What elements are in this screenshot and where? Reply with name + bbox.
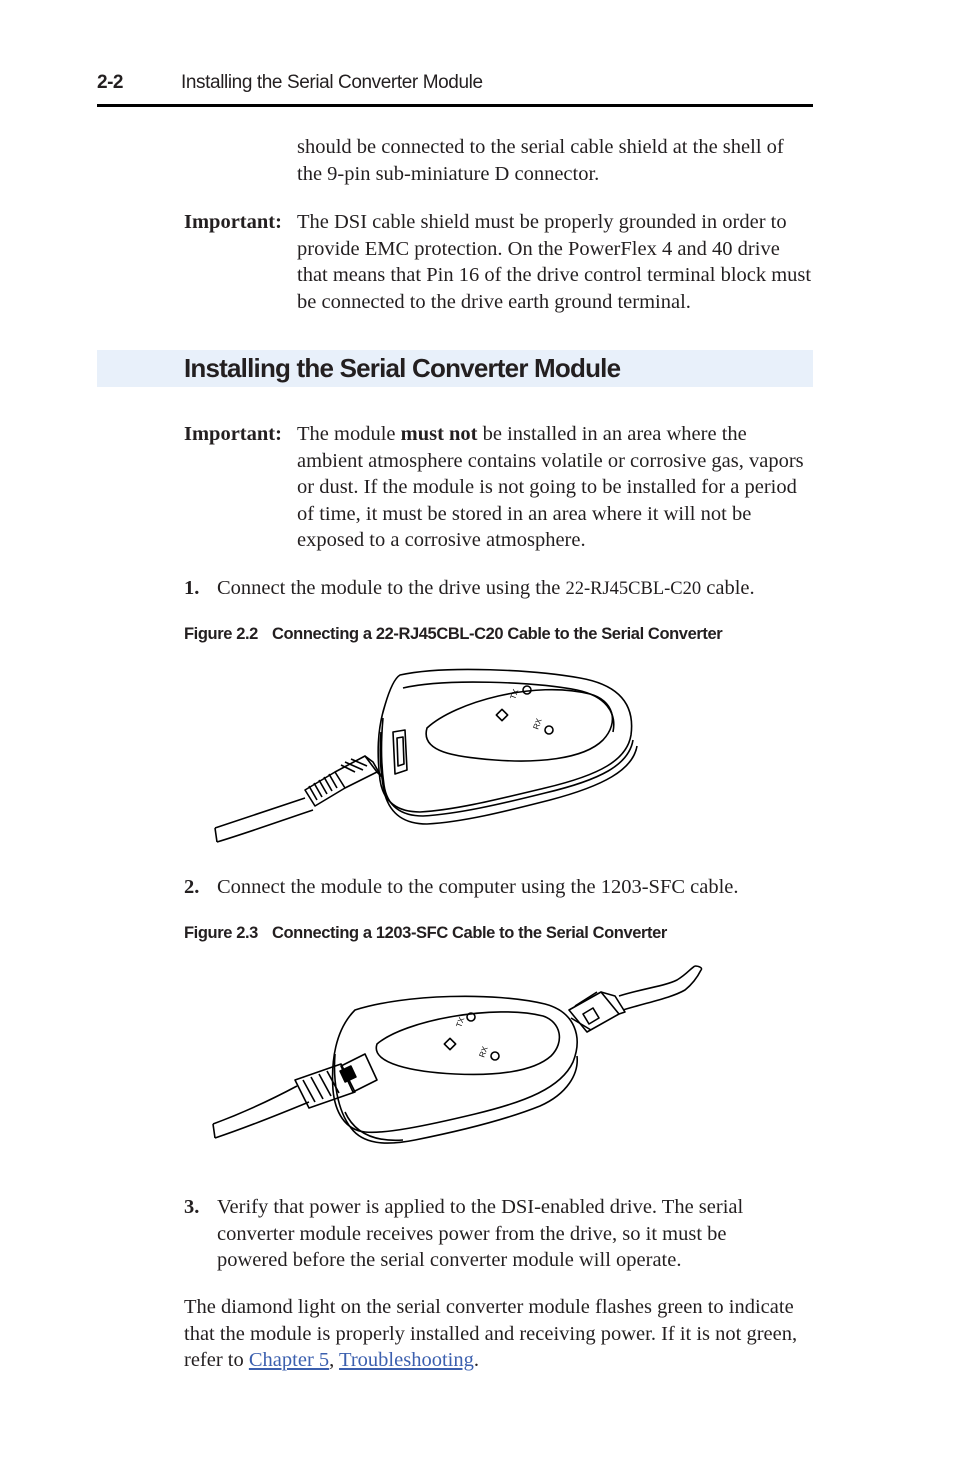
troubleshooting-link[interactable]: Troubleshooting: [339, 1349, 474, 1371]
step-number: 3.: [184, 1196, 200, 1218]
step-text: Connect the module to the drive using the 22-RJ45CBL-C20 cable.: [217, 577, 755, 599]
rx-label: RX: [531, 717, 544, 731]
step-number: 2.: [184, 876, 200, 898]
chapter-5-link[interactable]: Chapter 5: [248, 1349, 330, 1371]
running-title: Installing the Serial Converter Module: [181, 72, 483, 93]
running-header: [97, 70, 813, 107]
step-number: 1.: [184, 577, 200, 599]
figure-sfc-cable-illustration: [205, 962, 715, 1152]
section-title: Installing the Serial Converter Module: [184, 353, 621, 383]
tx-label: TX: [508, 687, 521, 701]
important-label: Important:: [184, 423, 282, 445]
intro-continuation: should be connected to the serial cable shield at the shell of the 9-pin sub-miniature D connector.: [297, 136, 784, 185]
closing-paragraph: The diamond light on the serial converter module flashes green to indicate that the module is properly installed and receiving power. If it is not green, refer to Chapter 5, Troubleshooting.: [184, 1296, 798, 1371]
step-text: Connect the module to the computer using the 1203-SFC cable.: [217, 876, 739, 898]
rx-label: RX: [477, 1045, 490, 1059]
figure-caption: Figure 2.2 Connecting a 22-RJ45CBL-C20 Cable to the Serial Converter: [184, 625, 723, 643]
important-note-atmosphere: The module must not be installed in an area where the ambient atmosphere contains volatile or corrosive gas, vapors or dust. If the module is not going to be installed for a period of time, it must be stored in an area where it will not be exposed to a corrosive atmosphere.: [297, 423, 804, 551]
tx-label: TX: [454, 1015, 467, 1029]
page-number: 2-2: [97, 72, 123, 93]
step-text: Verify that power is applied to the DSI-enabled drive. The serial converter module receives power from the drive, so it must be powered before the serial converter module will operate.: [217, 1196, 744, 1271]
important-note-grounding: The DSI cable shield must be properly grounded in order to provide EMC protection. On the PowerFlex 4 and 40 drive that means that Pin 16 of the drive control terminal block must be connected to the drive earth ground terminal.: [297, 211, 812, 313]
figure-rj45-cable-illustration: [205, 660, 645, 850]
important-label: Important:: [184, 211, 282, 233]
figure-caption: Figure 2.3 Connecting a 1203-SFC Cable to the Serial Converter: [184, 924, 667, 942]
section-heading-band: [97, 350, 813, 387]
